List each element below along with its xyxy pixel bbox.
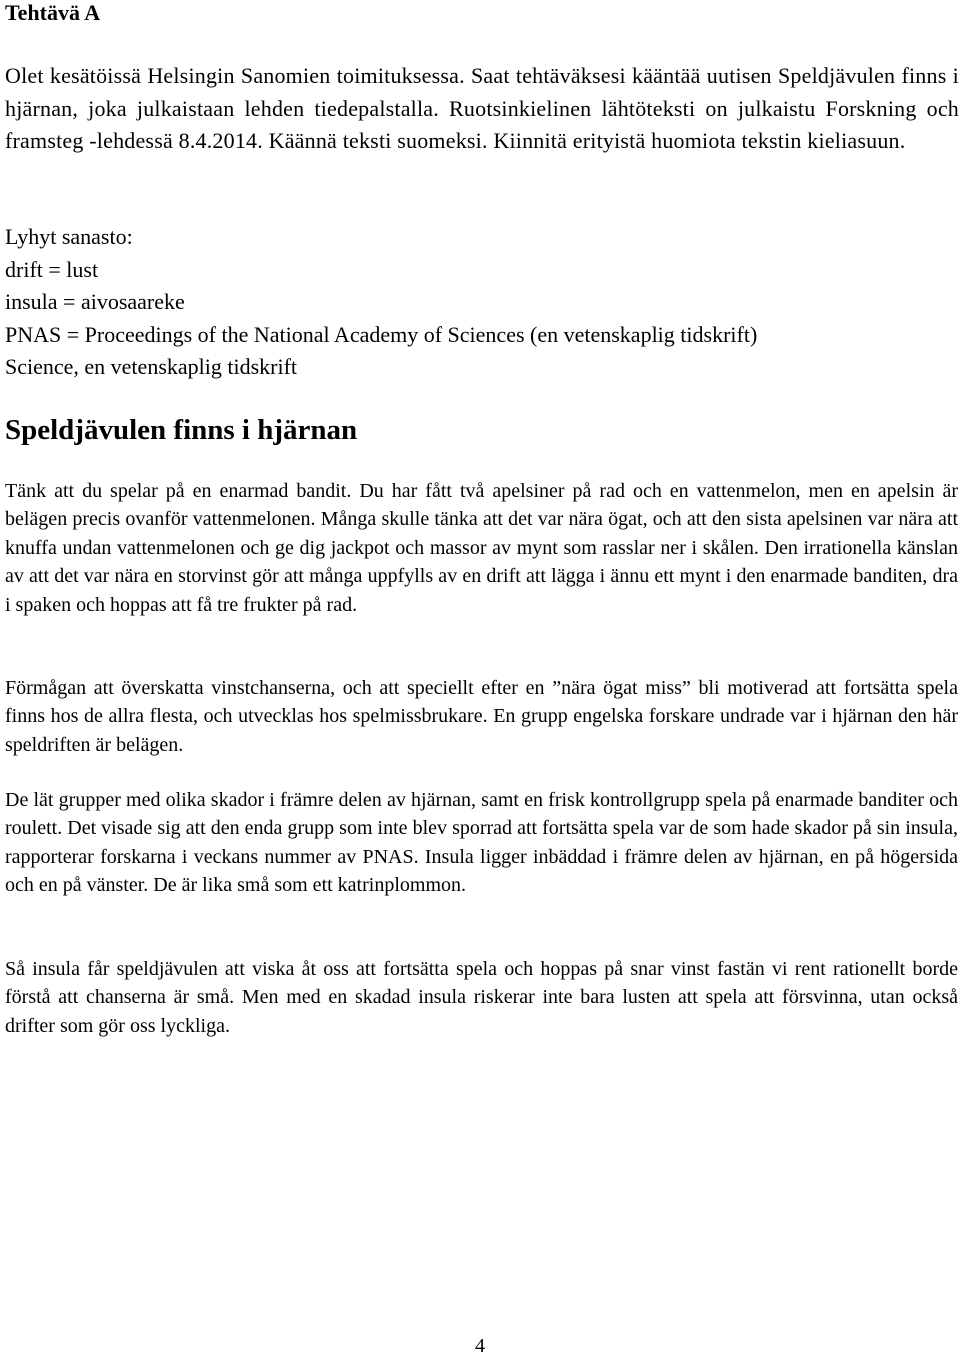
article-paragraph: Så insula får speldjävulen att viska åt oss att fortsätta spela och hoppas på snar vinst fastän vi rent rationellt borde förstå att chanserna är små. Men med en skadad insula riskerar inte bara lusten att spela att försvinna, utan också drifter som gör oss lyckliga. bbox=[5, 958, 958, 1037]
vocabulary-item: Science, en vetenskaplig tidskrift bbox=[5, 354, 298, 379]
page-number: 4 bbox=[475, 1335, 485, 1357]
article-paragraph: Förmågan att överskatta vinstchanserna, och att speciellt efter en ”nära ögat miss” bli motiverad att fortsätta spela finns hos de allra flesta, och utvecklas hos spelmissbrukare. En grupp engelska forskare undrade var i hjärnan den här speldriften är belägen. bbox=[5, 677, 958, 756]
vocabulary-item: insula = aivosaareke bbox=[5, 289, 185, 314]
vocabulary-item: PNAS = Proceedings of the National Academy of Sciences (en vetenskaplig tidskrift) bbox=[5, 321, 758, 347]
vocabulary-list bbox=[5, 221, 959, 384]
vocabulary-item: drift = lust bbox=[5, 256, 99, 282]
article-title: Speldjävulen finns i hjärnan bbox=[5, 414, 358, 446]
article-paragraph: De lät grupper med olika skador i främre delen av hjärnan, samt en frisk kontrollgrupp spela på enarmade banditer och roulett. Det visade sig att den enda grupp som inte blev sporrad att fortsätta spela var de som hade skador på sin insula, rapporterar forskarna i veckans nummer av PNAS. Insula ligger inbäddad i främre delen av hjärnan, en på högersida och en på vänster. De är lika små som ett katrinplommon. bbox=[5, 789, 958, 897]
task-instructions: Olet kesätöissä Helsingin Sanomien toimituksessa. Saat tehtäväksesi kääntää uutisen Speldjävulen finns i hjärnan, joka julkaistaan lehden tiedepalstalla. Ruotsinkielinen lähtöteksti on julkaistu Forskning och framsteg -lehdessä 8.4.2014. Käännä teksti suomeksi. Kiinnitä erityistä huomiota tekstin kieliasuun. bbox=[5, 63, 959, 153]
task-heading: Tehtävä A bbox=[5, 0, 101, 25]
vocabulary-heading: Lyhyt sanasto: bbox=[5, 224, 133, 249]
article-paragraph: Tänk att du spelar på en enarmad bandit. Du har fått två apelsiner på rad och en vattenmelon, men en apelsin är belägen precis ovanför vattenmelonen. Många skulle tänka att det var nära ögat, och att den sista apelsinen var nära att knuffa undan vattenmelonen och ge dig jackpot och massor av mynt som rasslar ner i skålen. Den irrationella känslan av att det var nära en storvinst gör att många uppfylls av en drift att lägga i ännu ett mynt i den enarmade banditen, dra i spaken och hoppas att få tre frukter på rad. bbox=[5, 480, 958, 616]
